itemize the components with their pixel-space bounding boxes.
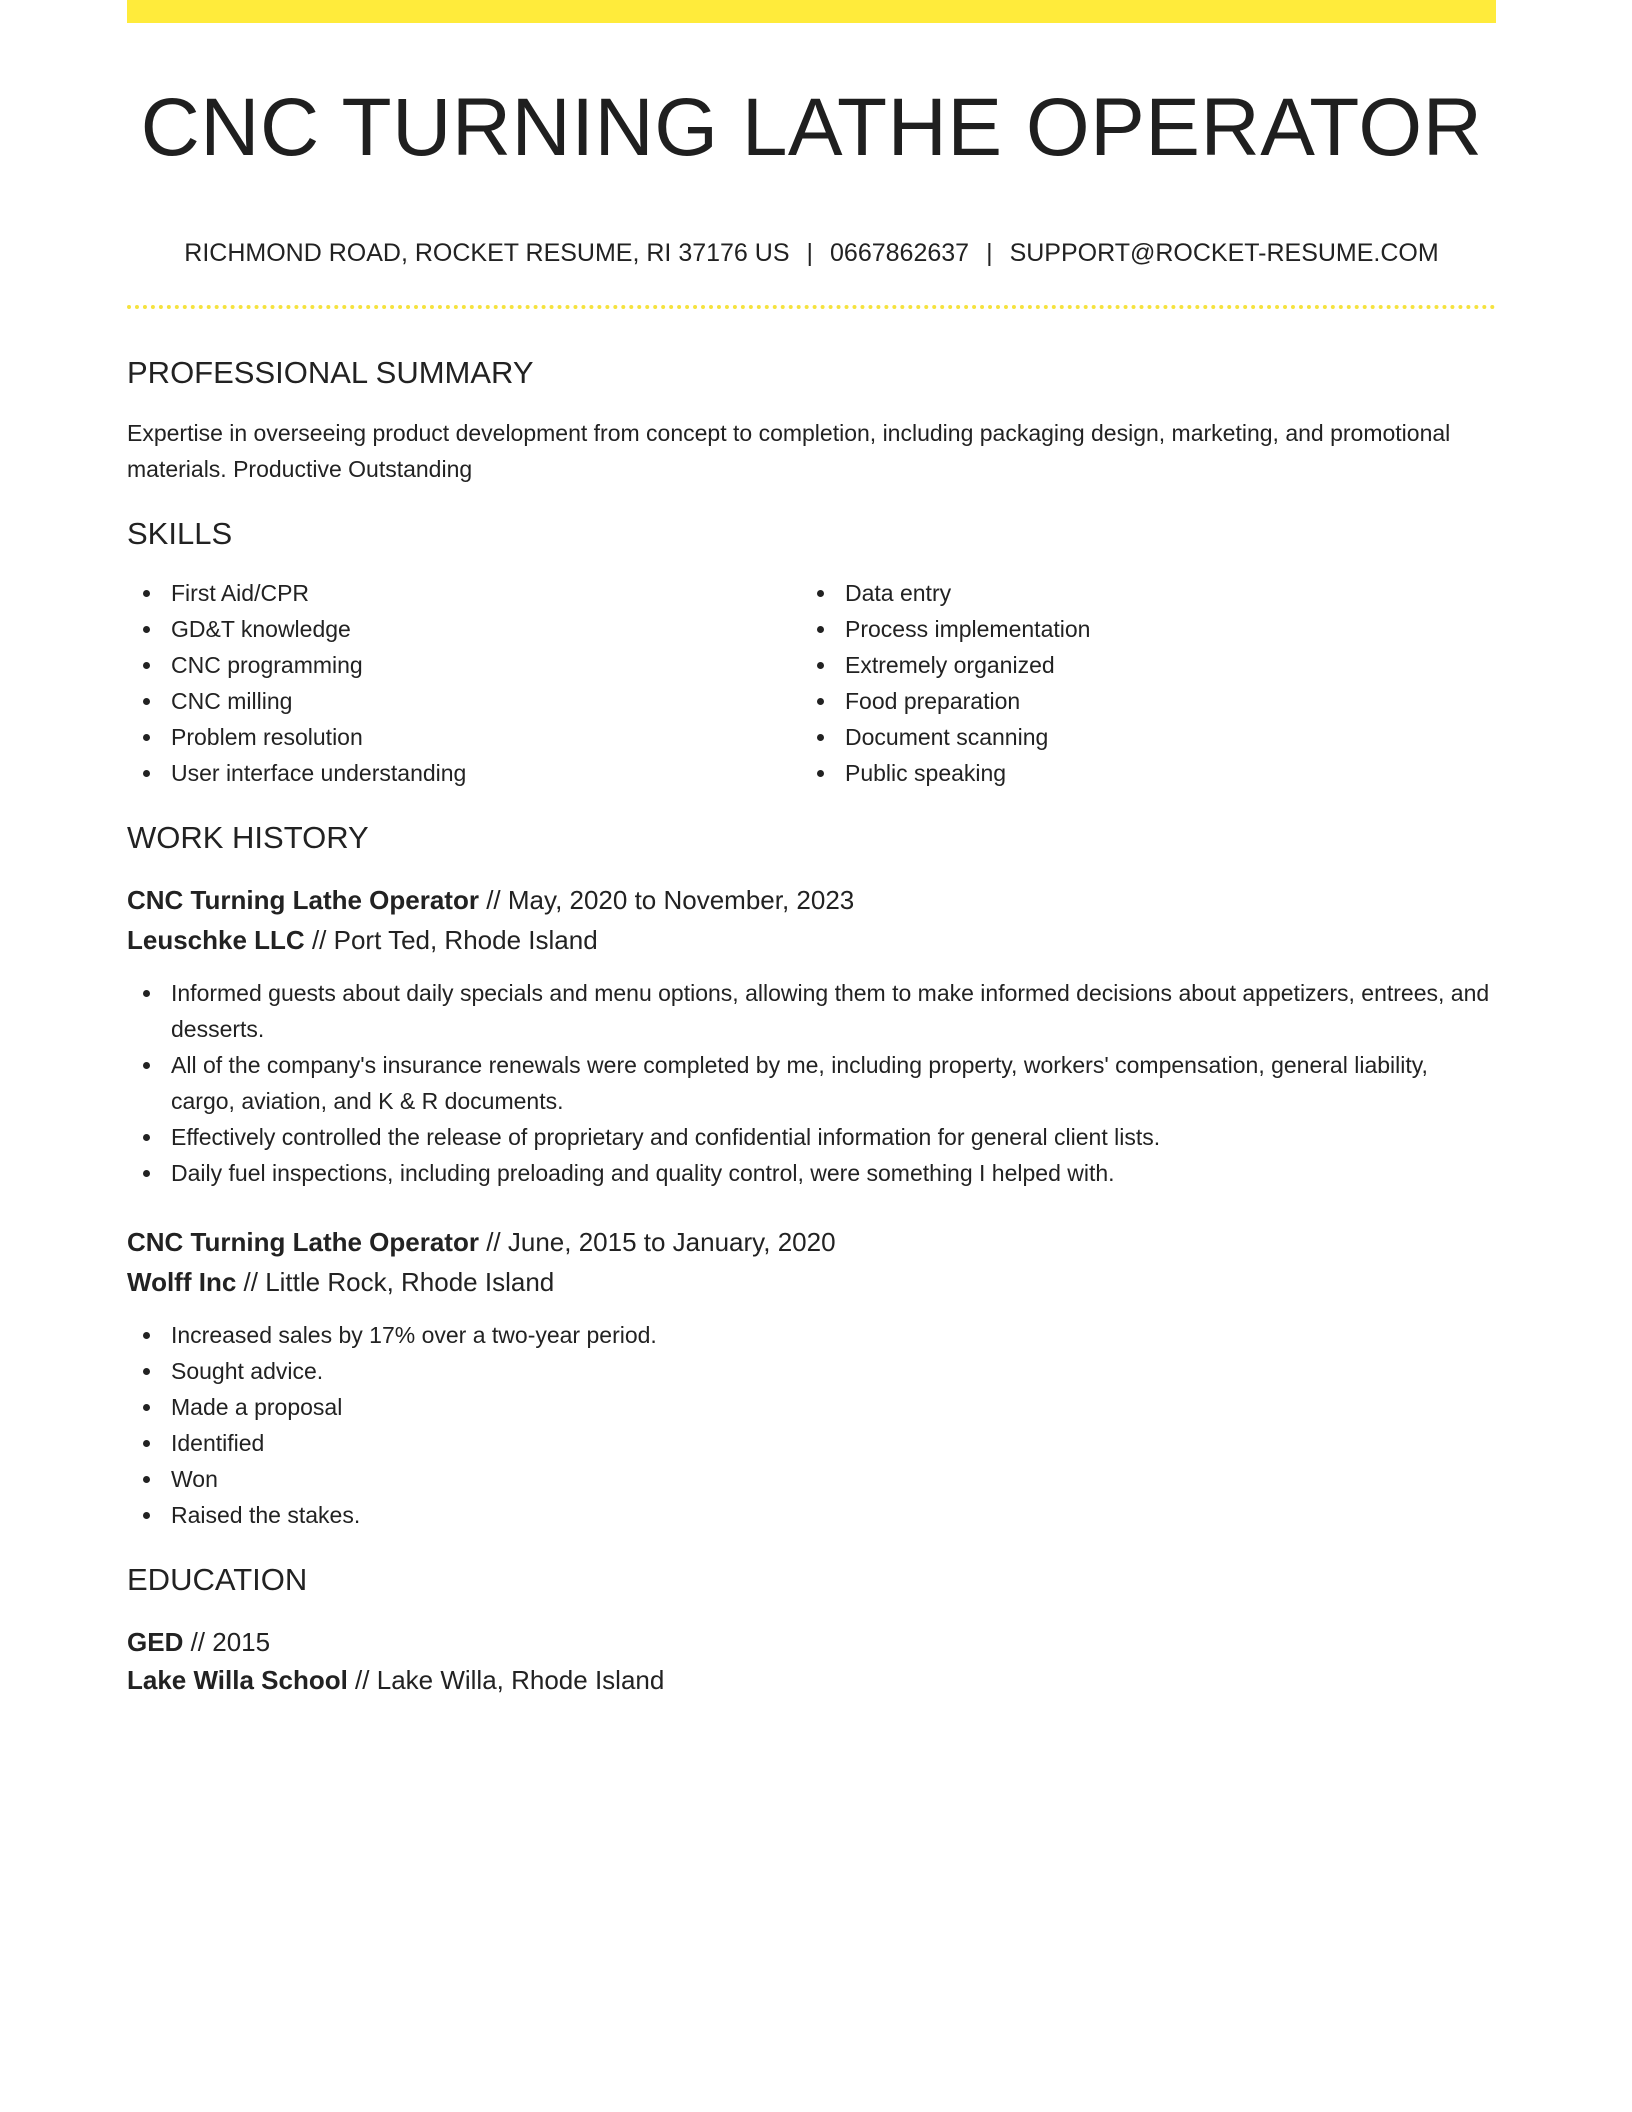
job-bullets — [127, 975, 1496, 1191]
job-company-line — [127, 920, 598, 960]
job-bullet: Sought advice. — [127, 1353, 1496, 1389]
job-location: Little Rock, Rhode Island — [265, 1267, 555, 1297]
education-heading: EDUCATION — [127, 1562, 308, 1597]
skill-item: Public speaking — [801, 755, 1451, 791]
skill-item: Document scanning — [801, 719, 1451, 755]
contact-phone: 0667862637 — [830, 239, 970, 267]
job-dates: June, 2015 to January, 2020 — [507, 1227, 836, 1257]
skills-list-left — [127, 575, 777, 791]
education-degree: GED — [127, 1627, 184, 1657]
job-bullet: Daily fuel inspections, including preloading and quality control, were something I helped with. — [127, 1155, 1496, 1191]
job-separator: // — [478, 885, 508, 915]
accent-bar — [127, 0, 1496, 23]
education-year: 2015 — [212, 1627, 271, 1657]
job-bullet: All of the company's insurance renewals were completed by me, including property, workers' compensation, general liability, cargo, aviation, and K & R documents. — [127, 1047, 1496, 1119]
job-bullet: Won — [127, 1461, 1496, 1497]
skill-item: Data entry — [801, 575, 1451, 611]
skill-item: GD&T knowledge — [127, 611, 777, 647]
skill-item: Food preparation — [801, 683, 1451, 719]
job-separator: // — [304, 925, 334, 955]
job-role: CNC Turning Lathe Operator — [127, 885, 479, 915]
job-title-line — [127, 1222, 836, 1262]
contact-separator: | — [986, 239, 993, 267]
job-dates: May, 2020 to November, 2023 — [507, 885, 855, 915]
contact-email: SUPPORT@ROCKET-RESUME.COM — [1009, 239, 1439, 267]
summary-text: Expertise in overseeing product development from concept to completion, including packaging design, marketing, and promotional materials. Productive Outstanding — [127, 420, 1451, 482]
job-company: Leuschke LLC — [127, 925, 305, 955]
job-bullet: Informed guests about daily specials and menu options, allowing them to make informed decisions about appetizers, entrees, and desserts. — [127, 975, 1496, 1047]
job-company: Wolff Inc — [127, 1267, 237, 1297]
education-location: Lake Willa, Rhode Island — [376, 1665, 665, 1695]
job-company-line — [127, 1262, 554, 1302]
skills-list-right — [801, 575, 1451, 791]
contact-address: RICHMOND ROAD, ROCKET RESUME, RI 37176 US — [184, 239, 790, 267]
work-heading: WORK HISTORY — [127, 820, 369, 855]
skill-item: CNC milling — [127, 683, 777, 719]
education-school-line — [127, 1660, 664, 1700]
education-degree-line — [127, 1622, 270, 1662]
summary-heading: PROFESSIONAL SUMMARY — [127, 355, 534, 390]
skill-item: Problem resolution — [127, 719, 777, 755]
skill-item: Extremely organized — [801, 647, 1451, 683]
skill-item: Process implementation — [801, 611, 1451, 647]
job-title-line — [127, 880, 854, 920]
job-bullet: Raised the stakes. — [127, 1497, 1496, 1533]
education-separator: // — [347, 1665, 377, 1695]
job-separator: // — [236, 1267, 266, 1297]
job-separator: // — [478, 1227, 508, 1257]
job-bullet: Identified — [127, 1425, 1496, 1461]
contact-separator: | — [806, 239, 814, 267]
skill-item: CNC programming — [127, 647, 777, 683]
job-role: CNC Turning Lathe Operator — [127, 1227, 479, 1257]
job-bullet: Effectively controlled the release of proprietary and confidential information for general client lists. — [127, 1119, 1496, 1155]
job-bullet: Made a proposal — [127, 1389, 1496, 1425]
education-separator: // — [183, 1627, 213, 1657]
skills-heading: SKILLS — [127, 516, 233, 551]
candidate-name: CNC TURNING LATHE OPERATOR — [140, 82, 1483, 173]
education-school: Lake Willa School — [127, 1665, 348, 1695]
job-location: Port Ted, Rhode Island — [333, 925, 598, 955]
skill-item: User interface understanding — [127, 755, 777, 791]
job-bullet: Increased sales by 17% over a two-year period. — [127, 1317, 1496, 1353]
job-bullets — [127, 1317, 1496, 1533]
skill-item: First Aid/CPR — [127, 575, 777, 611]
contact-line — [127, 236, 1496, 270]
header-divider — [127, 305, 1496, 309]
